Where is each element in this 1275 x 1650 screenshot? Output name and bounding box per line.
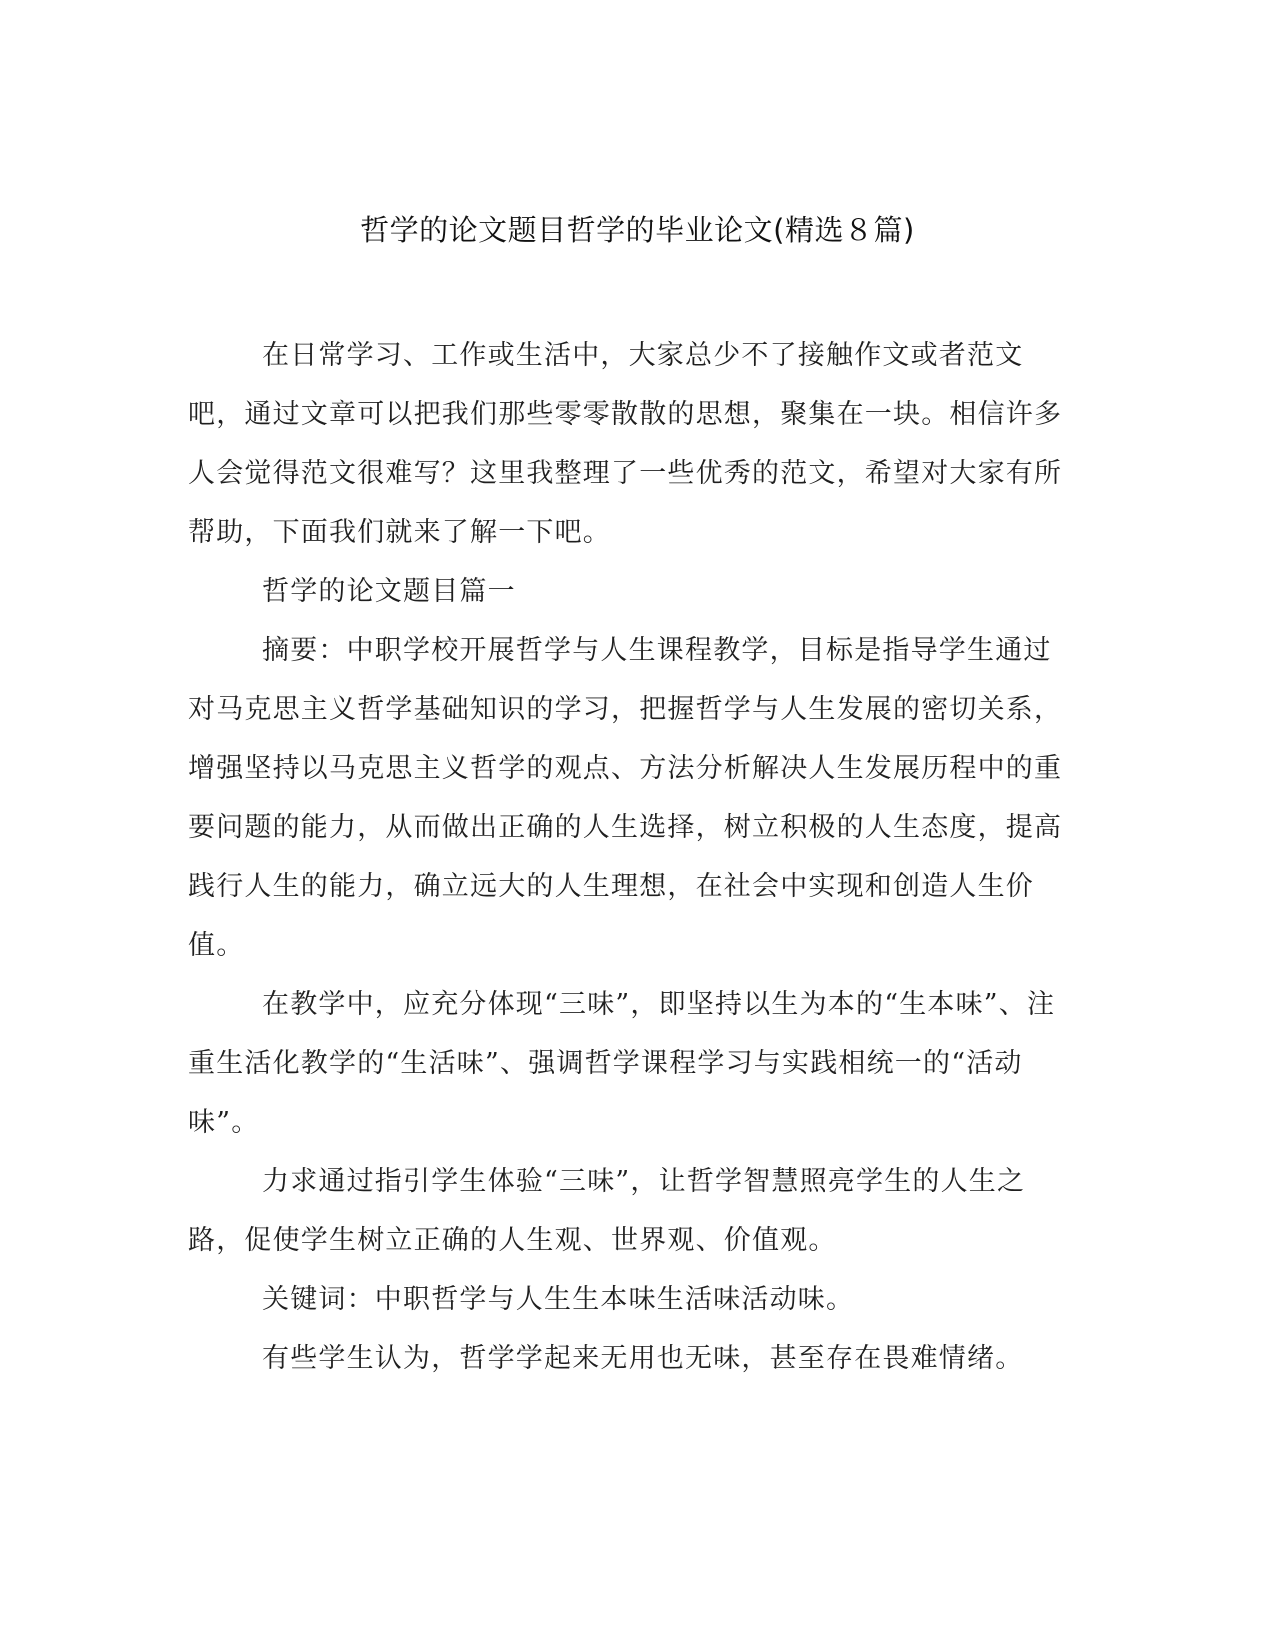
document-body <box>188 326 1078 1388</box>
paragraph-intro: 在日常学习、工作或生活中，大家总少不了接触作文或者范文吧，通过文章可以把我们那些零零散散的思想，聚集在一块。相信许多人会觉得范文很难写？这里我整理了一些优秀的范文，希望对大家有所帮助，下面我们就来了解一下吧。 <box>188 340 1063 548</box>
paragraph-abstract: 摘要：中职学校开展哲学与人生课程教学，目标是指导学生通过对马克思主义哲学基础知识的学习，把握哲学与人生发展的密切关系，增强坚持以马克思主义哲学的观点、方法分析解决人生发展历程中的重要问题的能力，从而做出正确的人生选择，树立积极的人生态度，提高践行人生的能力，确立远大的人生理想，在社会中实现和创造人生价值。 <box>188 635 1063 961</box>
paragraph-opening: 有些学生认为，哲学学起来无用也无味，甚至存在畏难情绪。 <box>262 1343 1024 1374</box>
paragraph-goal: 力求通过指引学生体验“三味”，让哲学智慧照亮学生的人生之路，促使学生树立正确的人生观、世界观、价值观。 <box>188 1166 1026 1256</box>
document-title: 哲学的论文题目哲学的毕业论文(精选８篇) <box>360 213 915 247</box>
paragraph-three-flavors: 在教学中，应充分体现“三味”，即坚持以生为本的“生本味”、注重生活化教学的“生活味”、强调哲学课程学习与实践相统一的“活动味”。 <box>188 989 1056 1138</box>
section-heading: 哲学的论文题目篇一 <box>262 576 516 607</box>
paragraph-keywords: 关键词：中职哲学与人生生本味生活味活动味。 <box>262 1284 855 1315</box>
